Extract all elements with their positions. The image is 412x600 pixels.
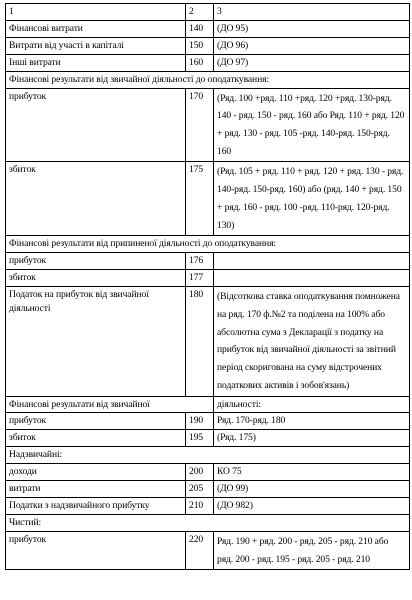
table-row xyxy=(6,37,410,54)
row-code: 200 xyxy=(186,464,214,481)
row-code: 175 xyxy=(186,162,214,236)
row-formula xyxy=(214,270,410,287)
table-row xyxy=(6,464,410,481)
table-row xyxy=(6,497,410,514)
row-code: 205 xyxy=(186,481,214,498)
table-row xyxy=(6,88,410,162)
row-code: 195 xyxy=(186,430,214,447)
section-heading: Фінансові результати від припиненої діяльності до оподаткування: xyxy=(6,236,410,253)
row-code: 170 xyxy=(186,88,214,162)
table-row xyxy=(6,413,410,430)
row-formula: (ДО 99) xyxy=(214,481,410,498)
row-formula: КО 75 xyxy=(214,464,410,481)
table-row xyxy=(6,162,410,236)
table-row xyxy=(6,481,410,498)
section-heading: Чистий: xyxy=(6,514,410,531)
section-row xyxy=(6,236,410,253)
financial-results-table xyxy=(5,3,410,570)
table-row xyxy=(6,54,410,71)
section-row xyxy=(6,396,410,413)
table-row xyxy=(6,531,410,569)
row-label: Витрати від участі в капіталі xyxy=(6,37,186,54)
row-label: збиток xyxy=(6,430,186,447)
row-formula: (ДО 96) xyxy=(214,37,410,54)
row-label: Податки з надзвичайного прибутку xyxy=(6,497,186,514)
row-code: 220 xyxy=(186,531,214,569)
row-formula: (Ряд. 100 +ряд. 110 +ряд. 120 +ряд. 130-ряд. 140 - ряд. 150 - ряд. 160 або Ряд. 110 + ряд. 120 + ряд. 130 - ряд. 105 -ряд. 140-ряд. 150-ряд. 160 xyxy=(214,88,410,162)
row-formula: (ДО 982) xyxy=(214,497,410,514)
section-row xyxy=(6,514,410,531)
row-label: Фінансові витрати xyxy=(6,20,186,37)
row-label: доходи xyxy=(6,464,186,481)
section-heading-continued: діяльності: xyxy=(214,396,410,413)
section-heading: Фінансові результати від звичайної xyxy=(6,396,214,413)
row-formula: Ряд. 170-ряд. 180 xyxy=(214,413,410,430)
section-row xyxy=(6,447,410,464)
row-formula xyxy=(214,253,410,270)
row-code: 176 xyxy=(186,253,214,270)
row-label: Податок на прибуток від звичайної діяльності xyxy=(6,287,186,396)
table-row xyxy=(6,430,410,447)
row-label: прибуток xyxy=(6,253,186,270)
row-label: Інші витрати xyxy=(6,54,186,71)
row-formula: (Ряд. 105 + ряд. 110 + ряд. 120 + ряд. 130 - ряд. 140-ряд. 150-ряд. 160) або (ряд. 140 + ряд. 150 + ряд. 160 - ряд. 100 -ряд. 110-ряд. 120-ряд. 130) xyxy=(214,162,410,236)
row-formula: (ДО 95) xyxy=(214,20,410,37)
row-label: прибуток xyxy=(6,531,186,569)
row-code: 190 xyxy=(186,413,214,430)
row-label: прибуток xyxy=(6,88,186,162)
row-code: 140 xyxy=(186,20,214,37)
row-code: 150 xyxy=(186,37,214,54)
table-row xyxy=(6,270,410,287)
row-formula: Ряд. 190 + ряд. 200 - ряд. 205 - ряд. 210 або ряд. 200 - ряд. 195 - ряд. 205 - ряд. 210 xyxy=(214,531,410,569)
table-row xyxy=(6,253,410,270)
table-row xyxy=(6,287,410,396)
header-cell: 3 xyxy=(214,4,410,21)
row-formula: (Ряд. 175) xyxy=(214,430,410,447)
row-label: збиток xyxy=(6,162,186,236)
header-cell: 1 xyxy=(6,4,186,21)
row-formula: (ДО 97) xyxy=(214,54,410,71)
section-row xyxy=(6,71,410,88)
header-cell: 2 xyxy=(186,4,214,21)
section-heading: Надзвичайні: xyxy=(6,447,410,464)
row-label: збиток xyxy=(6,270,186,287)
row-code: 177 xyxy=(186,270,214,287)
row-formula: (Відсоткова ставка оподаткування помножена на ряд. 170 ф.№2 та поділена на 100% або абсолютна сума з Декларації з податку на прибуток від звичайної діяльності за звітний період скоригована на суму відстрочених податкових активів і зобов'язань) xyxy=(214,287,410,396)
row-code: 160 xyxy=(186,54,214,71)
table-header-row xyxy=(6,4,410,21)
row-code: 210 xyxy=(186,497,214,514)
section-heading: Фінансові результати від звичайної діяльності до оподаткування: xyxy=(6,71,410,88)
table-row xyxy=(6,20,410,37)
row-label: витрати xyxy=(6,481,186,498)
row-code: 180 xyxy=(186,287,214,396)
row-label: прибуток xyxy=(6,413,186,430)
